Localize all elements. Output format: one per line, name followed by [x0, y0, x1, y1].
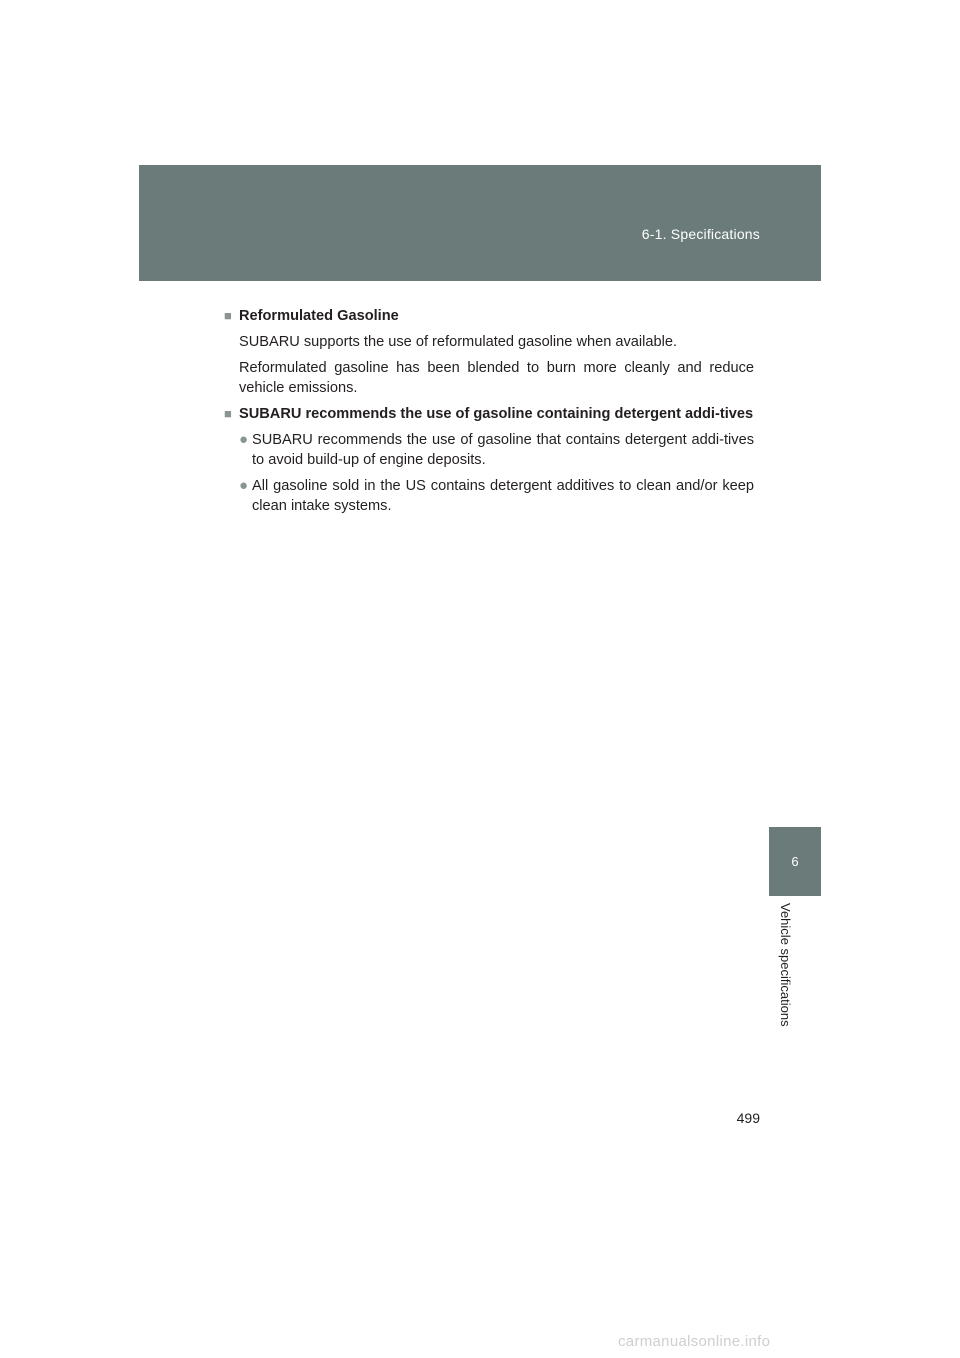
chapter-number: 6	[791, 854, 799, 869]
list-item: ● All gasoline sold in the US contains detergent additives to clean and/or keep clean intake systems.	[239, 477, 754, 514]
watermark: carmanualsonline.info	[618, 1333, 771, 1350]
chapter-label: Vehicle specifications	[778, 903, 793, 1027]
page-content	[224, 306, 754, 516]
square-bullet-icon: ■	[224, 308, 232, 323]
paragraph: Reformulated gasoline has been blended to burn more cleanly and reduce vehicle emissions.	[239, 360, 754, 396]
circle-bullet-icon: ●	[239, 477, 249, 494]
section-heading: ■ Reformulated Gasoline	[224, 308, 399, 324]
section-title: 6-1. Specifications	[641, 226, 760, 242]
header-band	[139, 165, 821, 281]
page-number: 499	[736, 1110, 760, 1126]
section-heading: ■ SUBARU recommends the use of gasoline containing detergent addi-tives	[224, 406, 754, 422]
paragraph: SUBARU supports the use of reformulated gasoline when available.	[239, 334, 678, 350]
circle-bullet-icon: ●	[239, 431, 249, 448]
chapter-tab	[769, 827, 821, 896]
list-item: ● SUBARU recommends the use of gasoline that contains detergent addi-tives to avoid build-up of engine deposits.	[239, 431, 754, 468]
square-bullet-icon: ■	[224, 406, 232, 421]
